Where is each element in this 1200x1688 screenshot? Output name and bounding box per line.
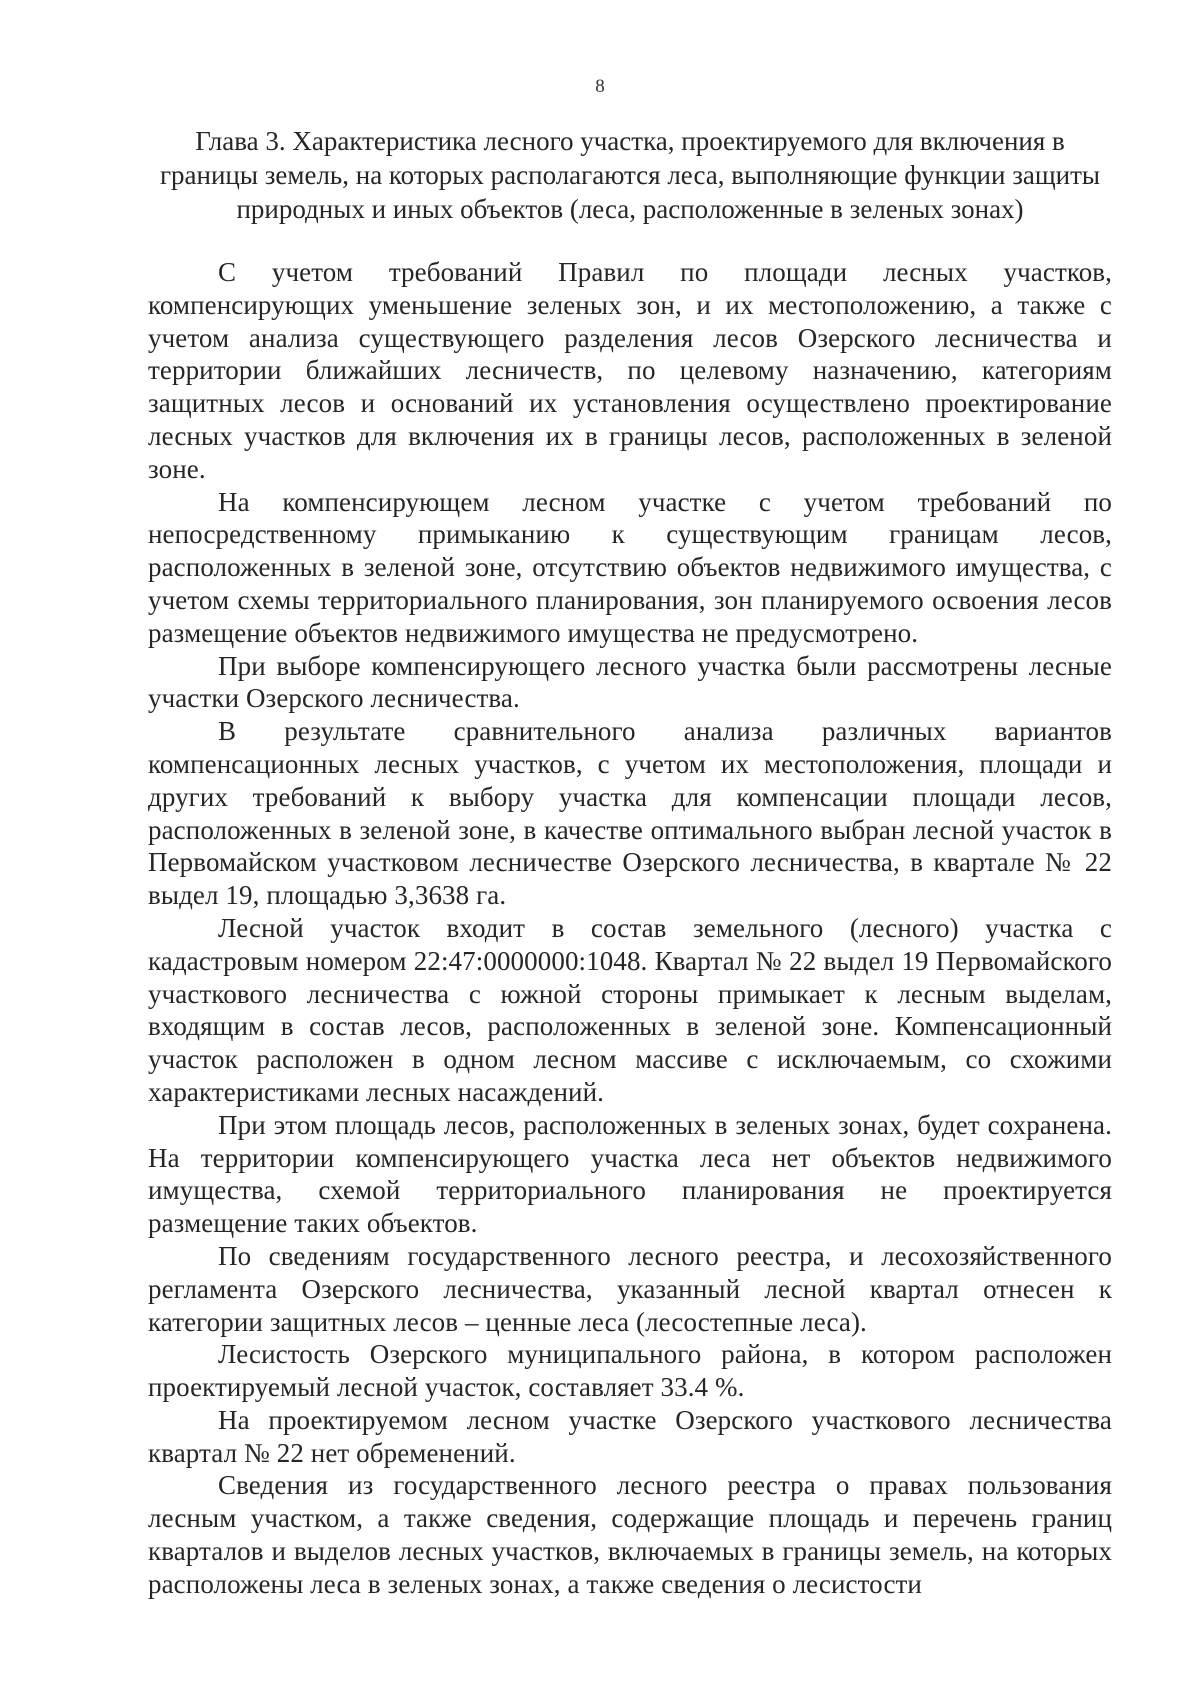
chapter-title: Глава 3. Характеристика лесного участка, проектируемого для включения в границы земель, на которых располагаются леса, выполняющие функции защиты природных и иных объектов (леса, расположенные в зеленых зонах) [159,126,1101,224]
paragraph: По сведениям государственного лесного реестра, и лесохозяйственного регламента Озерского лесничества, указанный лесной квартал отнесен к категории защитных лесов – ценные леса (лесостепные леса). [148,1240,1112,1337]
body-text [148,256,1112,1601]
paragraph: Лесной участок входит в состав земельного (лесного) участка с кадастровым номером 22:47:0000000:1048. Квартал № 22 выдел 19 Первомайского участкового лесничества с южной стороны примыкает к лесным выделам, входящим в состав лесов, расположенных в зеленой зоне. Компенсационный участок расположен в одном лесном массиве с исключаемым, со схожими характеристиками лесных насаждений. [148,912,1112,1107]
paragraph: Сведения из государственного лесного реестра о правах пользования лесным участком, а также сведения, содержащие площадь и перечень границ кварталов и выделов лесных участков, включаемых в границы земель, на которых расположены леса в зеленых зонах, а также сведения о лесистости [148,1470,1112,1599]
paragraph: При выборе компенсирующего лесного участка были рассмотрены лесные участки Озерского лесничества. [148,650,1112,714]
paragraph: На компенсирующем лесном участке с учетом требований по непосредственному примыканию к существующим границам лесов, расположенных в зеленой зоне, отсутствию объектов недвижимого имущества, с учетом схемы территориального планирования, зон планируемого освоения лесов размещение объектов недвижимого имущества не предусмотрено. [148,486,1112,648]
paragraph: Лесистость Озерского муниципального района, в котором расположен проектируемый лесной участок, составляет 33.4 %. [148,1339,1112,1403]
paragraph: С учетом требований Правил по площади лесных участков, компенсирующих уменьшение зеленых зон, и их местоположению, а также с учетом анализа существующего разделения лесов Озерского лесничества и территории ближайших лесничеств, по целевому назначению, категориям защитных лесов и оснований их установления осуществлено проектирование лесных участков для включения их в границы лесов, расположенных в зеленой зоне. [148,257,1112,484]
page-number: 8 [595,76,605,97]
paragraph: На проектируемом лесном участке Озерского участкового лесничества квартал № 22 нет обременений. [148,1404,1112,1468]
paragraph: В результате сравнительного анализа различных вариантов компенсационных лесных участков, с учетом их местоположения, площади и других требований к выбору участка для компенсации площади лесов, расположенных в зеленой зоне, в качестве оптимального выбран лесной участок в Первомайском участковом лесничестве Озерского лесничества, в квартале № 22 выдел 19, площадью 3,3638 га. [148,716,1112,911]
paragraph: При этом площадь лесов, расположенных в зеленых зонах, будет сохранена. На территории компенсирующего участка леса нет объектов недвижимого имущества, схемой территориального планирования не проектируется размещение таких объектов. [148,1109,1112,1239]
